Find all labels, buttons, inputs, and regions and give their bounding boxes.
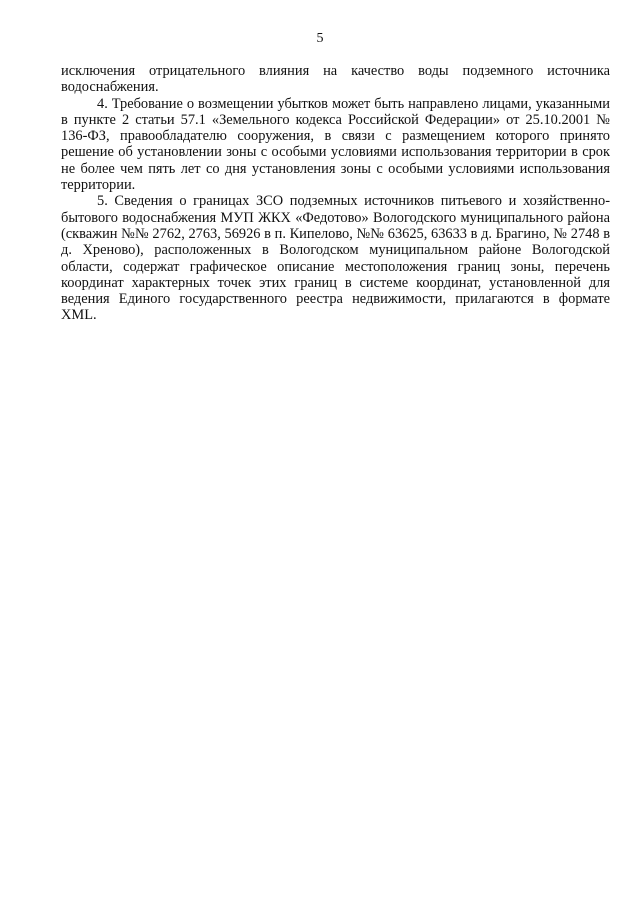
- paragraph-item-4: 4. Требование о возмещении убытков может быть направлено лицами, указанными в пункте 2 статьи 57.1 «Земельного кодекса Российской Федерации» от 25.10.2001 № 136-ФЗ, правообладателю сооружения, в связи с размещением которого принято решение об установлении зоны с особыми условиями использования территории в срок не более чем пять лет со дня установления зоны с особыми условиями использования территории.: [61, 95, 610, 194]
- paragraph-item-5: 5. Сведения о границах ЗСО подземных источников питьевого и хозяйственно-бытового водоснабжения МУП ЖКХ «Федотово» Вологодского муниципального района (скважин №№ 2762, 2763, 56926 в п. Кипелово, №№ 63625, 63633 в д. Брагино, № 2748 в д. Хреново), расположенных в Вологодском муниципальном районе Вологодской области, содержат графическое описание местоположения границ зоны, перечень координат характерных точек этих границ в системе координат, установленной для ведения Единого государственного реестра недвижимости, прилагаются в формате XML.: [61, 193, 610, 324]
- paragraph-continuation: исключения отрицательного влияния на качество воды подземного источника водоснабжения.: [61, 63, 610, 96]
- page-number: 5: [316, 31, 324, 46]
- document-body: [61, 63, 610, 324]
